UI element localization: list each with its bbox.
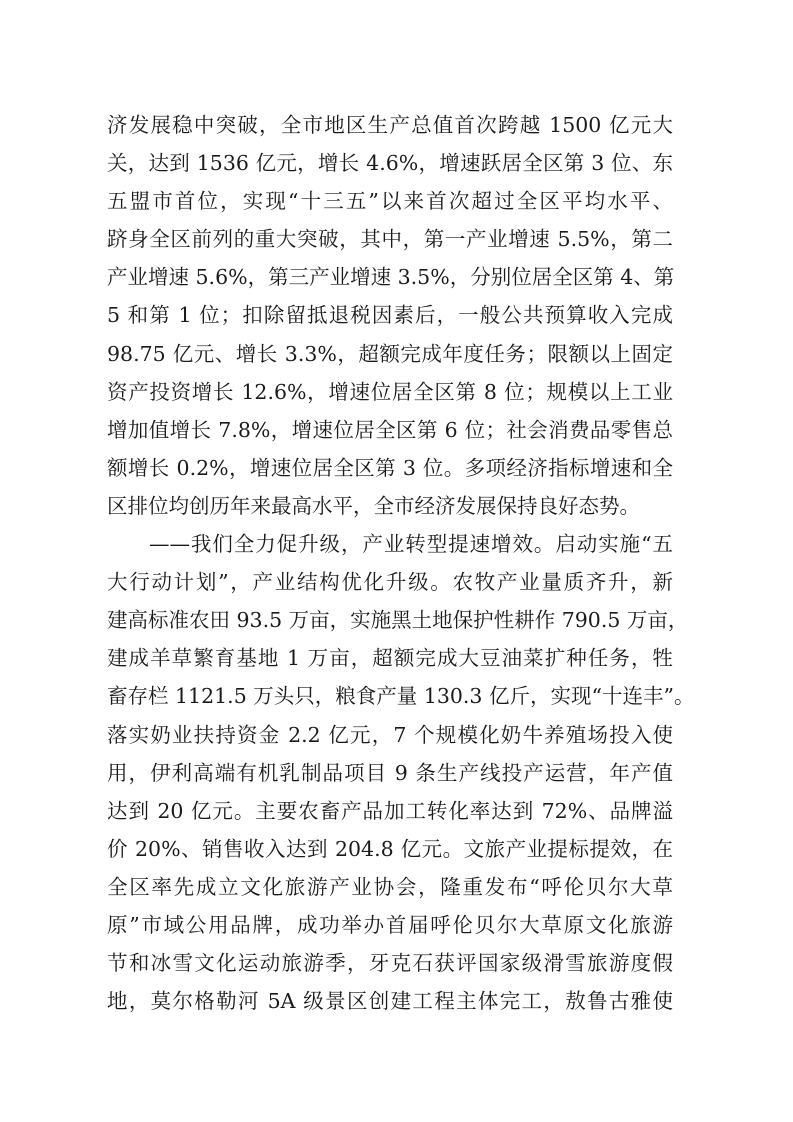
text-line: 原”市域公用品牌，成功举办首届呼伦贝尔大草原文化旅游 [107, 912, 673, 937]
text-line: 跻身全区前列的重大突破，其中，第一产业增速 5.5%，第二 [107, 227, 673, 252]
text-line: 落实奶业扶持资金 2.2 亿元，7 个规模化奶牛养殖场投入使 [107, 722, 673, 747]
text-line: 增加值增长 7.8%，增速位居全区第 6 位；社会消费品零售总 [107, 417, 673, 442]
text-line: 节和冰雪文化运动旅游季，牙克石获评国家级滑雪旅游度假 [107, 951, 673, 976]
text-line: 五盟市首位，实现“十三五”以来首次超过全区平均水平、 [107, 189, 673, 214]
text-line: 区排位均创历年来最高水平，全市经济发展保持良好态势。 [107, 493, 640, 518]
text-line: 5 和第 1 位；扣除留抵退税因素后，一般公共预算收入完成 [107, 303, 673, 328]
text-line: 98.75 亿元、增长 3.3%，超额完成年度任务；限额以上固定 [107, 341, 673, 366]
text-line: 全区率先成立文化旅游产业协会，隆重发布“呼伦贝尔大草 [107, 874, 673, 899]
text-line: 额增长 0.2%，增速位居全区第 3 位。多项经济指标增速和全 [107, 455, 673, 480]
text-line: 用，伊利高端有机乳制品项目 9 条生产线投产运营，年产值 [107, 760, 673, 785]
text-line: 关，达到 1536 亿元，增长 4.6%，增速跃居全区第 3 位、东 [107, 151, 673, 176]
text-line: 达到 20 亿元。主要农畜产品加工转化率达到 72%、品牌溢 [107, 798, 673, 823]
text-line: 产业增速 5.6%，第三产业增速 3.5%，分别位居全区第 4、第 [107, 265, 675, 290]
paragraph-industry-upgrade [107, 525, 695, 1020]
text-line: 济发展稳中突破，全市地区生产总值首次跨越 1500 亿元大 [107, 113, 673, 137]
text-line: 地，莫尔格勒河 5A 级景区创建工程主体完工，敖鲁古雅使 [107, 989, 673, 1014]
text-line: 畜存栏 1121.5 万头只，粮食产量 130.3 亿斤，实现“十连丰”。 [107, 684, 695, 709]
paragraph-economy-summary [107, 106, 673, 525]
text-line: 价 20%、销售收入达到 204.8 亿元。文旅产业提标提效，在 [107, 836, 673, 861]
text-line: 建高标准农田 93.5 万亩，实施黑土地保护性耕作 790.5 万亩， [107, 608, 689, 633]
text-line: 建成羊草繁育基地 1 万亩，超额完成大豆油菜扩种任务，牲 [107, 646, 673, 671]
body-text [107, 106, 695, 1020]
text-line: 资产投资增长 12.6%，增速位居全区第 8 位；规模以上工业 [107, 379, 673, 404]
text-line: ——我们全力促升级，产业转型提速增效。启动实施“五 [149, 532, 673, 557]
text-line: 大行动计划”，产业结构优化升级。农牧产业量质齐升，新 [107, 570, 673, 595]
